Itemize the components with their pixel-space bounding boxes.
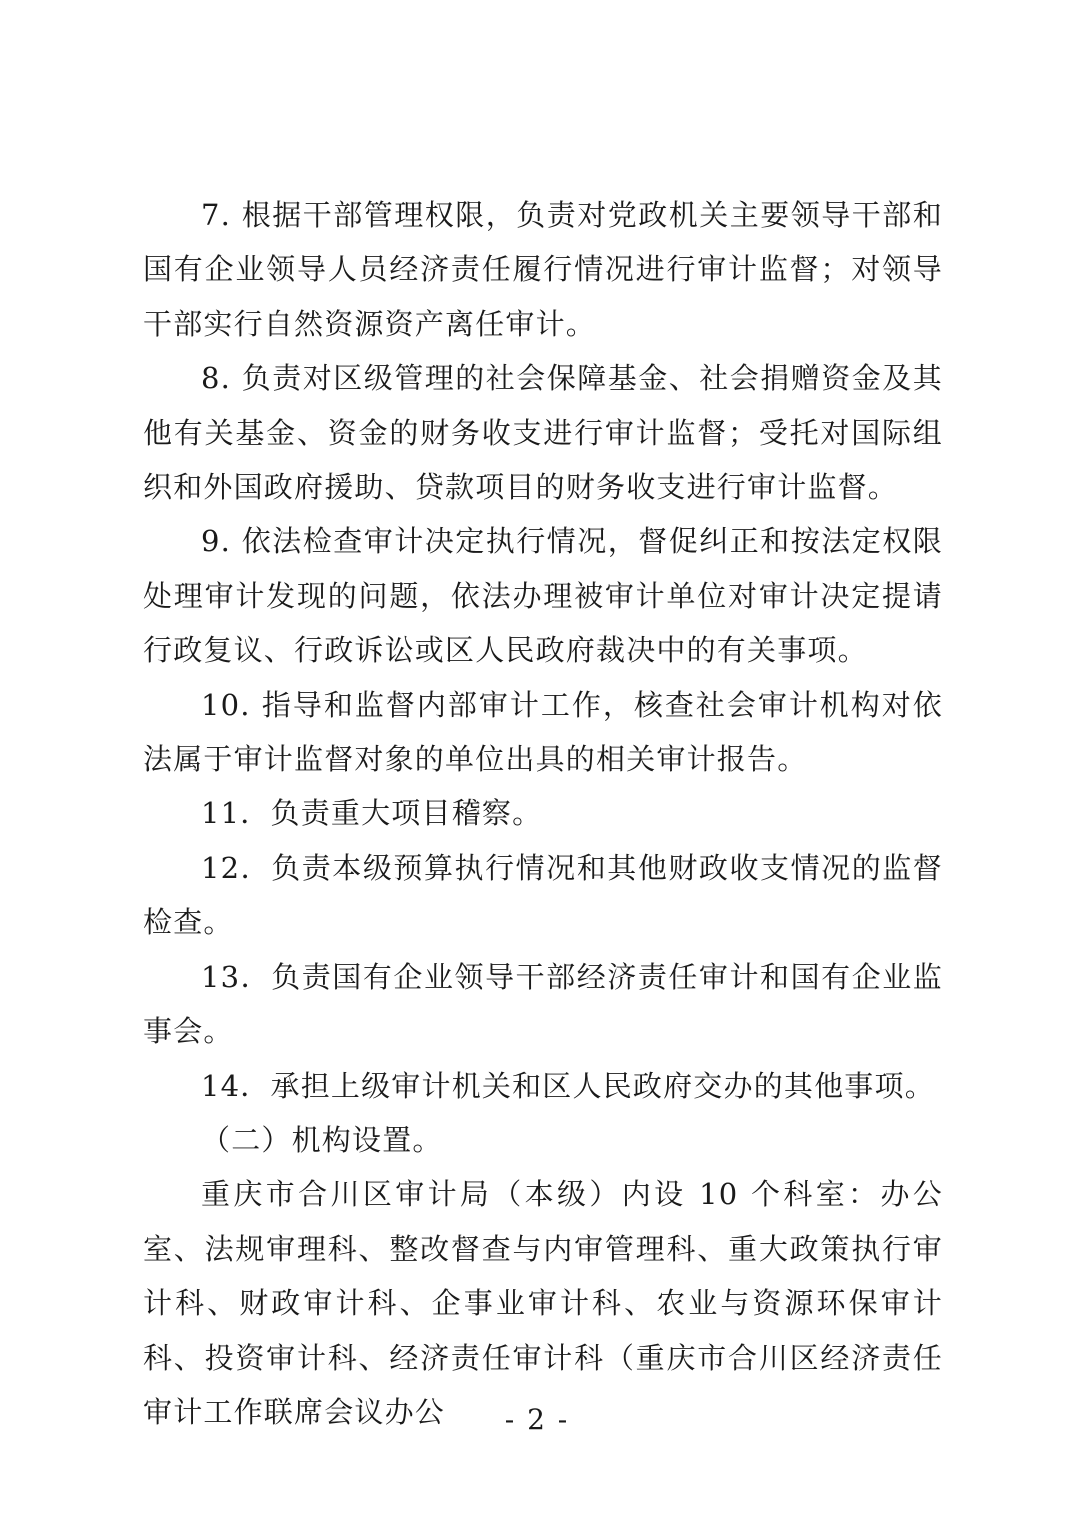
paragraph-item-10: 10. 指导和监督内部审计工作，核查社会审计机构对依法属于审计监督对象的单位出具的相关审计报告。: [143, 687, 943, 777]
paragraph-item-13: 13．负责国有企业领导干部经济责任审计和国有企业监事会。: [143, 959, 943, 1049]
paragraph-item-9: 9. 依法检查审计决定执行情况，督促纠正和按法定权限处理审计发现的问题，依法办理被审计单位对审计决定提请行政复议、行政诉讼或区人民政府裁决中的有关事项。: [143, 524, 943, 668]
page-number: - 2 -: [504, 1403, 570, 1436]
document-body: [143, 188, 943, 1439]
paragraph-organization-detail: 重庆市合川区审计局（本级）内设 10 个科室：办公室、法规审理科、整改督查与内审管理科、重大政策执行审计科、财政审计科、企事业审计科、农业与资源环保审计科、投资审计科、经济责任审计科（重庆市合川区经济责任审计工作联席会议办公: [143, 1177, 943, 1429]
paragraph-item-11: 11．负责重大项目稽察。: [201, 796, 543, 831]
paragraph-item-14: 14．承担上级审计机关和区人民政府交办的其他事项。: [201, 1068, 935, 1103]
section-heading-organization: （二）机构设置。: [201, 1122, 443, 1157]
paragraph-item-8: 8. 负责对区级管理的社会保障基金、社会捐赠资金及其他有关基金、资金的财务收支进行审计监督；受托对国际组织和外国政府援助、贷款项目的财务收支进行审计监督。: [143, 361, 943, 505]
paragraph-item-12: 12．负责本级预算执行情况和其他财政收支情况的监督检查。: [143, 850, 943, 940]
paragraph-item-7: 7. 根据干部管理权限，负责对党政机关主要领导干部和国有企业领导人员经济责任履行情况进行审计监督；对领导干部实行自然资源资产离任审计。: [143, 198, 943, 341]
